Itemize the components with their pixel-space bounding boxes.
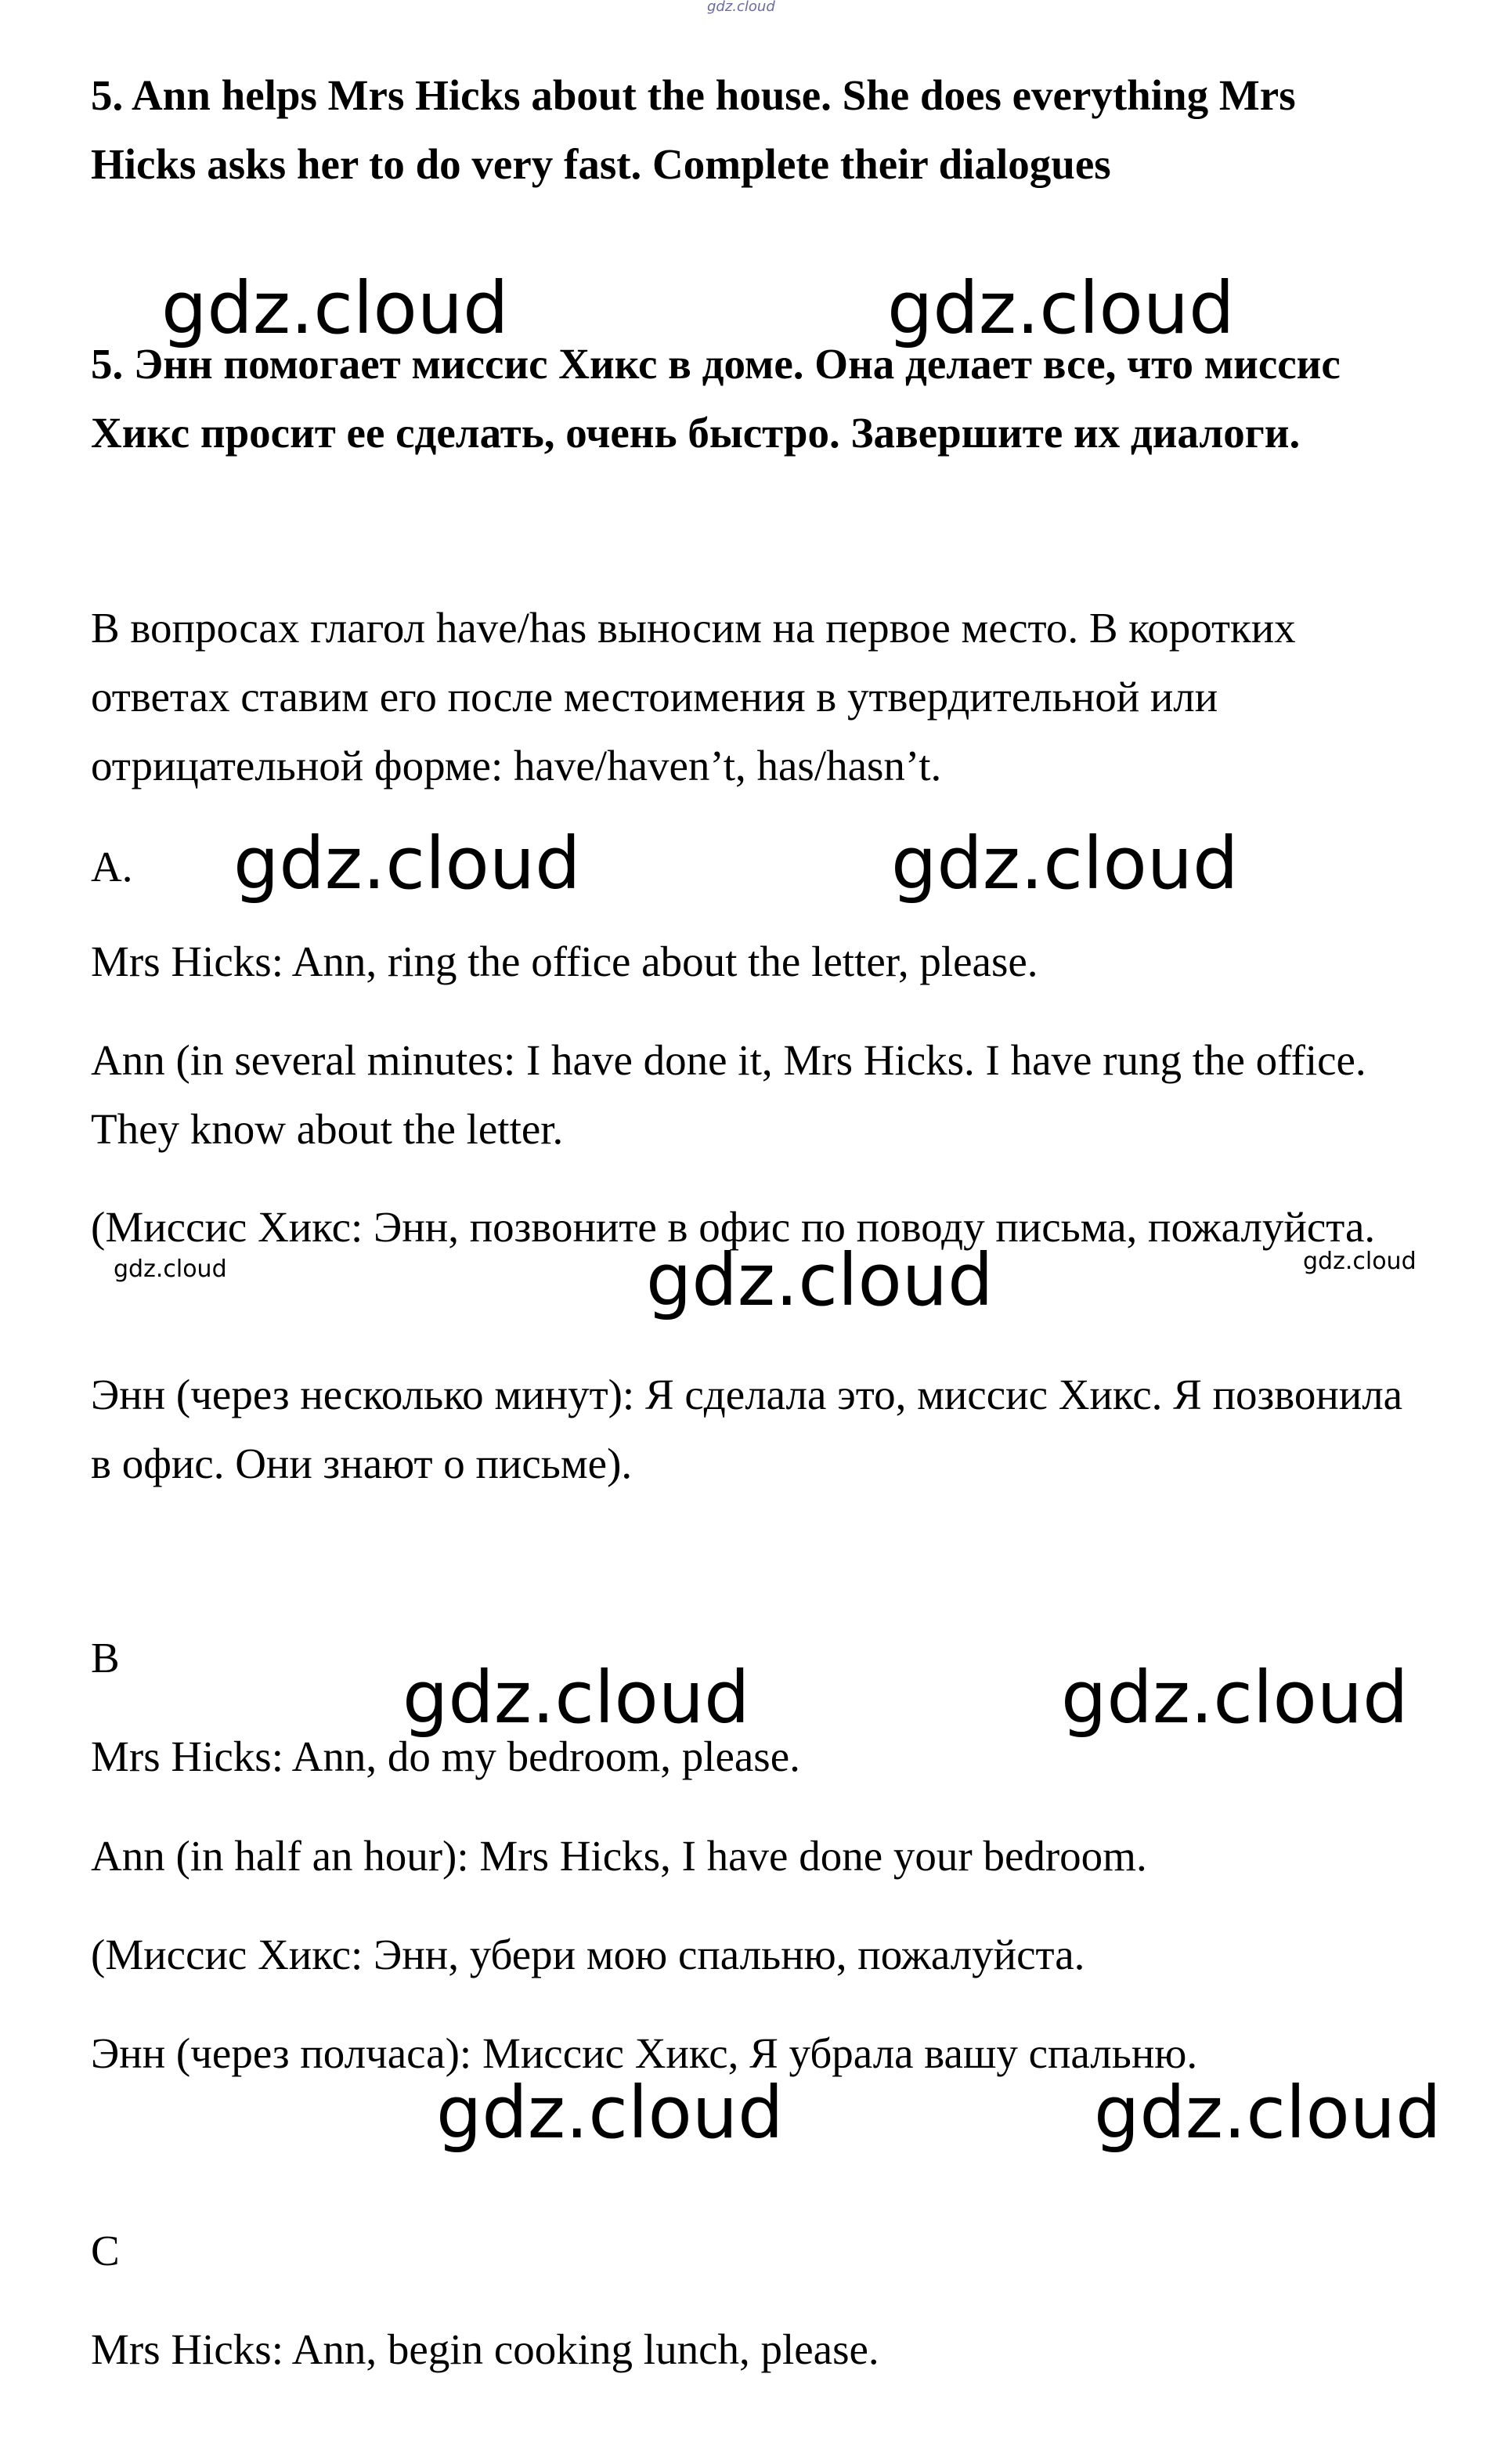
section-b-line-3: (Миссис Хикс: Энн, убери мою спальню, пожалуйста. bbox=[91, 1931, 1085, 1978]
watermark-text: gdz.cloud bbox=[402, 1656, 750, 1740]
watermark-text-small: gdz.cloud bbox=[114, 1255, 227, 1283]
section-b-line-1: Mrs Hicks: Ann, do my bedroom, please. bbox=[91, 1732, 800, 1780]
watermark-text: gdz.cloud bbox=[436, 2071, 784, 2155]
section-b-label: B bbox=[91, 1634, 120, 1682]
section-b-line-4: Энн (через полчаса): Миссис Хикс, Я убрала вашу спальню. bbox=[91, 2029, 1198, 2077]
watermark-text: gdz.cloud bbox=[646, 1238, 994, 1322]
section-b-line-2: Ann (in half an hour): Mrs Hicks, I have done your bedroom. bbox=[91, 1832, 1147, 1880]
task-heading-russian: 5. Энн помогает миссис Хикс в доме. Она делает все, что миссис Хикс просит ее сделать, очень быстро. Завершите их диалоги. bbox=[91, 340, 1341, 457]
watermark-text: gdz.cloud bbox=[1094, 2071, 1442, 2155]
section-a-label: A. bbox=[91, 843, 133, 891]
watermark-text: gdz.cloud bbox=[887, 266, 1235, 350]
section-a-line-4: Энн (через несколько минут): Я сделала это, миссис Хикс. Я позвонила в офис. Они знают о письме). bbox=[91, 1371, 1403, 1487]
section-c-label: C bbox=[91, 2227, 120, 2274]
section-a-line-3: (Миссис Хикс: Энн, позвоните в офис по поводу письма, пожалуйста. bbox=[91, 1203, 1376, 1251]
watermark-text: gdz.cloud bbox=[233, 822, 581, 905]
watermark-text: gdz.cloud bbox=[891, 822, 1239, 905]
grammar-rule-text: В вопросах глагол have/has выносим на первое место. В коротких ответах ставим его после местоимения в утвердительной или отрицательной форме: have/haven’t, has/hasn’t. bbox=[91, 604, 1296, 789]
section-a-line-2: Ann (in several minutes: I have done it, Mrs Hicks. I have rung the office. They know about the letter. bbox=[91, 1036, 1366, 1153]
watermark-text: gdz.cloud bbox=[161, 266, 509, 350]
watermark-text-small: gdz.cloud bbox=[1303, 1248, 1417, 1275]
watermark-text: gdz.cloud bbox=[1061, 1656, 1409, 1740]
section-a-line-1: Mrs Hicks: Ann, ring the office about the letter, please. bbox=[91, 938, 1038, 985]
task-heading-english: 5. Ann helps Mrs Hicks about the house. She does everything Mrs Hicks asks her to do very fast. Complete their dialogues bbox=[91, 71, 1296, 188]
top-watermark: gdz.cloud bbox=[707, 0, 775, 15]
section-c-line-1: Mrs Hicks: Ann, begin cooking lunch, please. bbox=[91, 2325, 879, 2373]
